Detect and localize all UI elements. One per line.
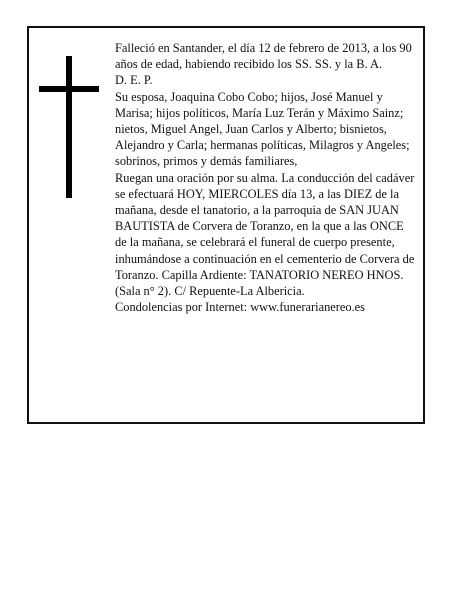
death-announcement: Falleció en Santander, el día 12 de febrero de 2013, a los 90 años de edad, habiendo recibido los SS. SS. y la B. A. bbox=[115, 41, 412, 72]
cross-vertical-bar bbox=[66, 56, 72, 198]
cross-horizontal-bar bbox=[39, 86, 99, 92]
notice-text bbox=[115, 40, 418, 315]
funeral-details: Ruegan una oración por su alma. La conducción del cadáver se efectuará HOY, MIERCOLES día 13, a las DIEZ de la mañana, desde el tanatorio, a la parroquia de SAN JUAN BAUTISTA de Corvera de Toranzo, en la que a las ONCE de la mañana, se celebrará el funeral de cuerpo presente, inhumándose a continuación en el cementerio de Corvera de Toranzo. Capilla Ardiente: TANATORIO NEREO HNOS. (Sala n° 2). C/ Repuente-La Albericia. bbox=[115, 170, 415, 299]
latin-cross-icon bbox=[39, 56, 99, 198]
obituary-notice bbox=[27, 26, 425, 424]
family-list: Su esposa, Joaquina Cobo Cobo; hijos, José Manuel y Marisa; hijos políticos, María Luz Terán y Máximo Sainz; nietos, Miguel Angel, Juan Carlos y Alberto; bisnietos, Alejandro y Carla; hermanas políticas, Milagros y Angeles; sobrinos, primos y demás familiares, bbox=[115, 89, 410, 169]
rip-line: D. E. P. bbox=[115, 73, 153, 88]
condolences-line: Condolencias por Internet: www.funerarianereo.es bbox=[115, 300, 366, 315]
